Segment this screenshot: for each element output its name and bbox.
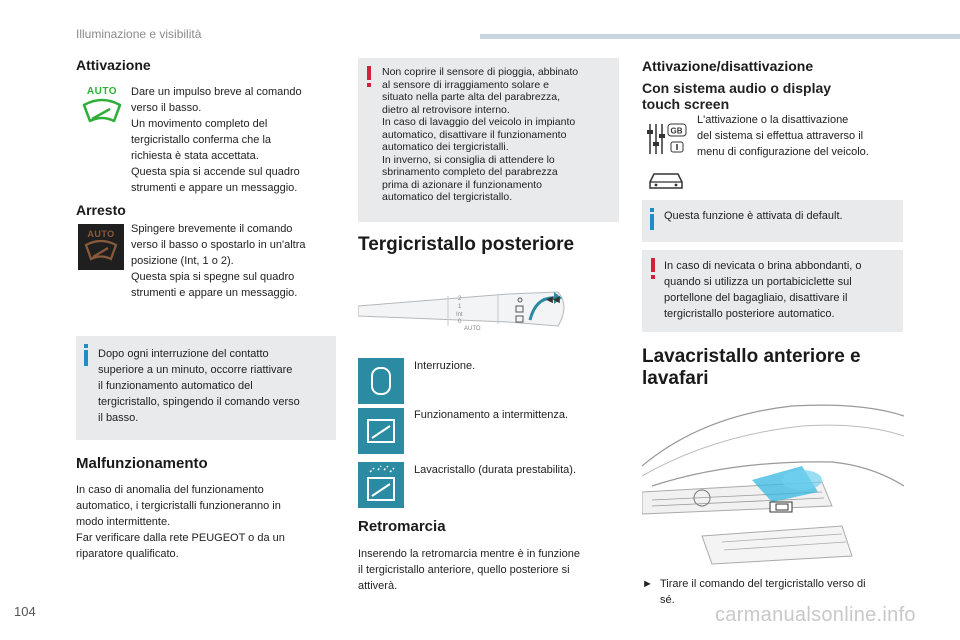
stalk-label: Int [456, 312, 463, 318]
text-line: strumenti e appare un messaggio. [131, 287, 298, 299]
stalk-label: 0 [458, 319, 462, 325]
text-line: riparatore qualificato. [76, 548, 179, 560]
note-text [664, 208, 900, 224]
wiper-stalk-illustration [358, 276, 574, 344]
section-title-arresto: Arresto [76, 202, 126, 218]
text-line: il basso. [98, 412, 139, 424]
text-line: dietro al retrovisore interno. [382, 103, 510, 116]
header-bar [480, 34, 960, 39]
text-line: sé. [660, 594, 675, 606]
info-note-default [642, 200, 903, 242]
text-line: Non coprire il sensore di pioggia, abbinato [382, 66, 579, 78]
text-line: tergicristallo posteriore automatico. [664, 308, 835, 320]
text-line: posizione (Int, 1 o 2). [131, 255, 234, 267]
item-label: Lavacristallo (durata prestabilita). [414, 464, 577, 476]
rear-washer-icon [358, 462, 404, 508]
text-line: il tergicristallo anteriore, quello posteriore si [358, 564, 570, 576]
text-line: Questa funzione è attivata di default. [664, 210, 843, 222]
stalk-label: 2 [458, 296, 462, 302]
attivazione-audio-text [697, 112, 902, 160]
section-title-attivazione: Attivazione [76, 57, 151, 73]
warning-note-snow [642, 250, 903, 332]
warning-note-sensor [358, 58, 619, 222]
car-front-illustration [642, 396, 904, 568]
text-line: menu di configurazione del veicolo. [697, 146, 869, 158]
text-line: richiesta è stata accettata. [131, 150, 259, 162]
stalk-label: AUTO [464, 326, 481, 332]
chapter-title: Illuminazione e visibilità [76, 27, 202, 41]
subtitle-line: touch screen [642, 96, 730, 112]
rear-wiper-intermittent-icon [358, 408, 404, 454]
text-line: Un movimento completo del [131, 118, 268, 130]
gb-badge: GB [670, 126, 683, 136]
auto-icon-label: AUTO [87, 229, 115, 239]
text-line: Tirare il comando del tergicristallo verso di [660, 578, 866, 590]
text-line: quando si utilizza un portabiciclette sul [664, 276, 852, 288]
text-line: Dare un impulso breve al comando [131, 86, 302, 98]
info-note-restart [76, 336, 336, 440]
text-line: automatico del tergicristallo. [382, 191, 513, 203]
text-line: automatico, disattivare il funzionamento [382, 128, 567, 141]
info-icon [650, 214, 654, 230]
text-line: del sistema si effettua attraverso il [697, 130, 864, 142]
warning-icon [367, 66, 371, 80]
info-icon [84, 350, 88, 366]
retromarcia-text [358, 546, 620, 594]
text-line: situato nella parte alta del parabrezza, [382, 91, 561, 103]
title-line: lavafari [642, 368, 709, 389]
rewind-glyph: ◀◀ [546, 294, 560, 304]
auto-wiper-green-icon [80, 86, 124, 132]
arrow-bullet-icon: ► [642, 578, 653, 590]
text-line: prima di azionare il funzionamento [382, 178, 542, 191]
item-label: Funzionamento a intermittenza. [414, 409, 569, 421]
text-line: sbrinamento completo del parabrezza [382, 166, 558, 178]
item-label: Interruzione. [414, 360, 476, 372]
section-title-attivazione-disattivazione: Attivazione/disattivazione [642, 58, 814, 74]
settings-sliders-icon [644, 120, 690, 160]
watermark: carmanualsonline.info [715, 604, 916, 626]
text-line: portellone del bagagliaio, disattivare il [664, 292, 848, 304]
section-subtitle-audio [642, 80, 831, 112]
attivazione-text [131, 84, 331, 196]
text-line: Questa spia si accende sul quadro [131, 166, 300, 178]
text-line: L'attivazione o la disattivazione [697, 114, 849, 126]
text-line: automatico, i tergicristalli funzioneranno in [76, 500, 281, 512]
auto-icon-label: AUTO [86, 86, 118, 97]
text-line: In caso di nevicata o brina abbondanti, o [664, 260, 862, 272]
text-line: modo intermittente. [76, 516, 171, 528]
text-line: il funzionamento automatico del [98, 380, 253, 392]
text-line: strumenti e appare un messaggio. [131, 182, 298, 194]
rear-wiper-off-icon [358, 358, 404, 404]
section-title-lavacristallo [642, 346, 861, 390]
subtitle-line: Con sistema audio o display [642, 80, 832, 96]
arresto-text [131, 221, 336, 301]
text-line: automatico dei tergicristalli. [382, 141, 509, 153]
text-line: tergicristallo conferma che la [131, 134, 272, 146]
car-icon [646, 168, 686, 192]
text-line: verso il basso. [131, 102, 202, 114]
text-line: In caso di anomalia del funzionamento [76, 484, 264, 496]
text-line: Spingere brevemente il comando [131, 223, 293, 235]
warning-icon [651, 258, 655, 272]
malfunzionamento-text [76, 482, 338, 562]
text-line: superiore a un minuto, occorre riattivare [98, 364, 293, 376]
text-line: In inverno, si consiglia di attendere lo [382, 153, 555, 166]
text-line: tergicristallo, spingendo il comando verso [98, 396, 300, 408]
stalk-label: 1 [458, 304, 462, 310]
section-title-retromarcia: Retromarcia [358, 518, 446, 535]
text-line: Far verificare dalla rete PEUGEOT o da un [76, 532, 285, 544]
text-line: Questa spia si spegne sul quadro [131, 271, 295, 283]
text-line: In caso di lavaggio del veicolo in impianto [382, 116, 576, 128]
section-title-malfunzionamento: Malfunzionamento [76, 455, 208, 472]
auto-wiper-off-icon [78, 224, 124, 270]
section-title-tergicristallo-posteriore: Tergicristallo posteriore [358, 234, 575, 255]
page-number: 104 [14, 604, 36, 619]
note-text [664, 258, 900, 322]
text-line: Dopo ogni interruzione del contatto [98, 348, 269, 360]
text-line: Inserendo la retromarcia mentre è in funzione [358, 548, 580, 560]
warning-text [382, 66, 617, 204]
text-line: verso il basso o spostarlo in un'altra [131, 239, 306, 251]
title-line: Lavacristallo anteriore e [642, 346, 861, 367]
note-text [98, 346, 330, 426]
text-line: al sensore di irraggiamento solare e [382, 78, 549, 91]
text-line: attiverà. [358, 580, 398, 592]
